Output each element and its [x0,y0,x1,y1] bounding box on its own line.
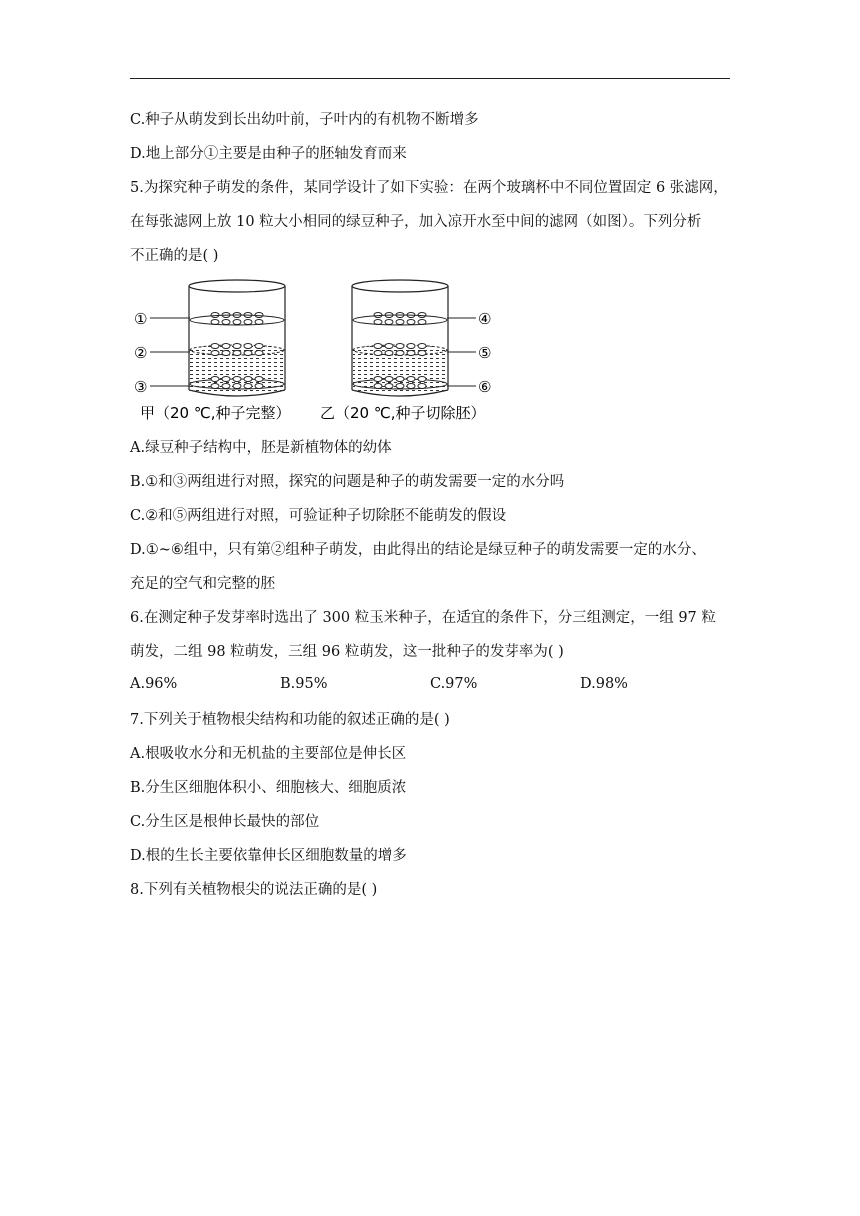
label-5: ⑤ [478,344,492,362]
question-7-text: 7.下列关于植物根尖结构和功能的叙述正确的是( ) [130,712,450,728]
label-3: ③ [134,378,148,396]
option-text: A.根吸收水分和无机盐的主要部位是伸长区 [130,746,407,762]
label-1: ① [134,310,148,328]
caption-left: 甲（20 ℃,种子完整） [140,404,291,422]
question-5-text: 不正确的是( ) [130,248,219,264]
option-c: C.97% [430,676,478,692]
question-5-text: 5.为探究种子萌发的条件，某同学设计了如下实验：在两个玻璃杯中不同位置固定 6 张滤网， [130,180,728,196]
question-6-text: 6.在测定种子发芽率时选出了 300 粒玉米种子，在适宜的条件下，分三组测定，一组 97 粒 [130,610,716,626]
seeds-1 [211,313,263,325]
caption-right: 乙（20 ℃,种子切除胚） [320,404,486,422]
option-text: C.种子从萌发到长出幼叶前，子叶内的有机物不断增多 [130,112,479,128]
label-6: ⑥ [478,378,492,396]
option-text: A.绿豆种子结构中，胚是新植物体的幼体 [130,440,392,456]
header-rule [130,78,730,79]
option-text: D.地上部分①主要是由种子的胚轴发育而来 [130,146,407,162]
seeds-4 [374,313,426,325]
label-2: ② [134,344,148,362]
option-text: C.分生区是根伸长最快的部位 [130,814,320,830]
question-8-text: 8.下列有关植物根尖的说法正确的是( ) [130,882,378,898]
option-d: D.98% [580,676,628,692]
cup-left [150,280,285,396]
question-6-text: 萌发，二组 98 粒萌发，三组 96 粒萌发，这一批种子的发芽率为( ) [130,644,564,660]
question-6-options [130,676,730,696]
option-text: B.分生区细胞体积小、细胞核大、细胞质浓 [130,780,407,796]
option-text: 充足的空气和完整的胚 [130,576,275,592]
label-4: ④ [478,310,492,328]
cup-right [352,280,476,396]
option-text: B.①和③两组进行对照，探究的问题是种子的萌发需要一定的水分吗 [130,474,565,490]
option-b: B.95% [280,676,328,692]
experiment-figure [130,270,510,430]
question-5-text: 在每张滤网上放 10 粒大小相同的绿豆种子，加入凉开水至中间的滤网（如图）。下列分析 [130,214,702,230]
option-text: D.①~⑥组中，只有第②组种子萌发，由此得出的结论是绿豆种子的萌发需要一定的水分、 [130,542,706,558]
option-a: A.96% [130,676,178,692]
option-text: D.根的生长主要依靠伸长区细胞数量的增多 [130,848,407,864]
option-text: C.②和⑤两组进行对照，可验证种子切除胚不能萌发的假设 [130,508,507,524]
